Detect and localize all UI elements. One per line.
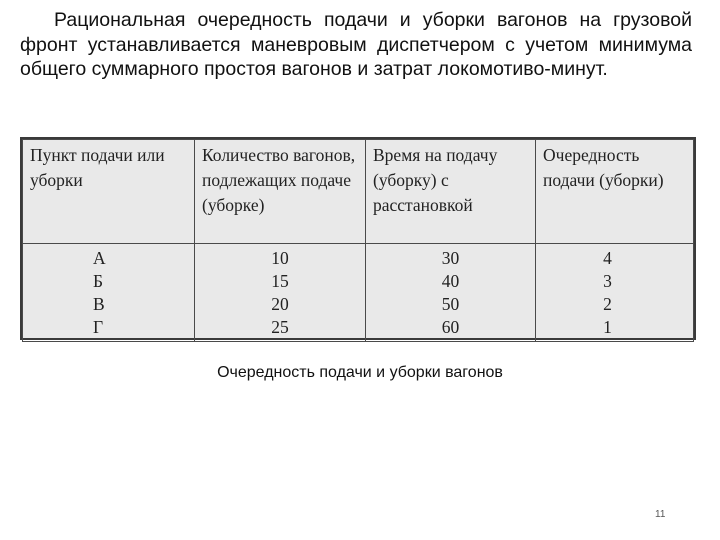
table-cell: Г — [93, 317, 104, 337]
table-cell: В — [93, 294, 105, 314]
table-cell: 20 — [271, 294, 289, 314]
wagon-count-column — [195, 244, 366, 342]
table-cell: 4 — [603, 248, 612, 268]
table-cell: 40 — [441, 271, 460, 291]
point-column — [23, 244, 195, 342]
table-cell: 2 — [603, 294, 612, 314]
order-column — [536, 244, 694, 342]
table-cell: Б — [93, 271, 104, 291]
header-wagon-count: Количество вагонов, подлежащих подаче (уборке) — [195, 140, 366, 244]
table-cell: А — [93, 248, 106, 268]
wagon-order-table — [20, 137, 696, 340]
table-cell: 10 — [271, 248, 289, 268]
intro-paragraph: Рациональная очередность подачи и уборки вагонов на грузовой фронт устанавливается маневровым диспетчером с учетом минимума общего суммарного простоя вагонов и затрат локомотиво-минут. — [20, 9, 692, 80]
page-number: 11 — [655, 509, 666, 520]
table-cell: 15 — [271, 271, 289, 291]
header-time: Время на подачу (уборку) с расстановкой — [366, 140, 536, 244]
header-point: Пункт подачи или уборки — [23, 140, 195, 244]
table-cell: 30 — [441, 248, 460, 268]
table-cell: 3 — [603, 271, 612, 291]
table-caption: Очередность подачи и уборки вагонов — [217, 364, 503, 381]
table-cell: 25 — [271, 317, 289, 337]
table-cell: 60 — [441, 317, 460, 337]
table-body-row — [23, 244, 694, 342]
time-column — [366, 244, 536, 342]
table-header-row — [23, 140, 694, 244]
table-cell: 1 — [603, 317, 612, 337]
table-cell: 50 — [441, 294, 460, 314]
header-order: Очередность подачи (уборки) — [536, 140, 694, 244]
